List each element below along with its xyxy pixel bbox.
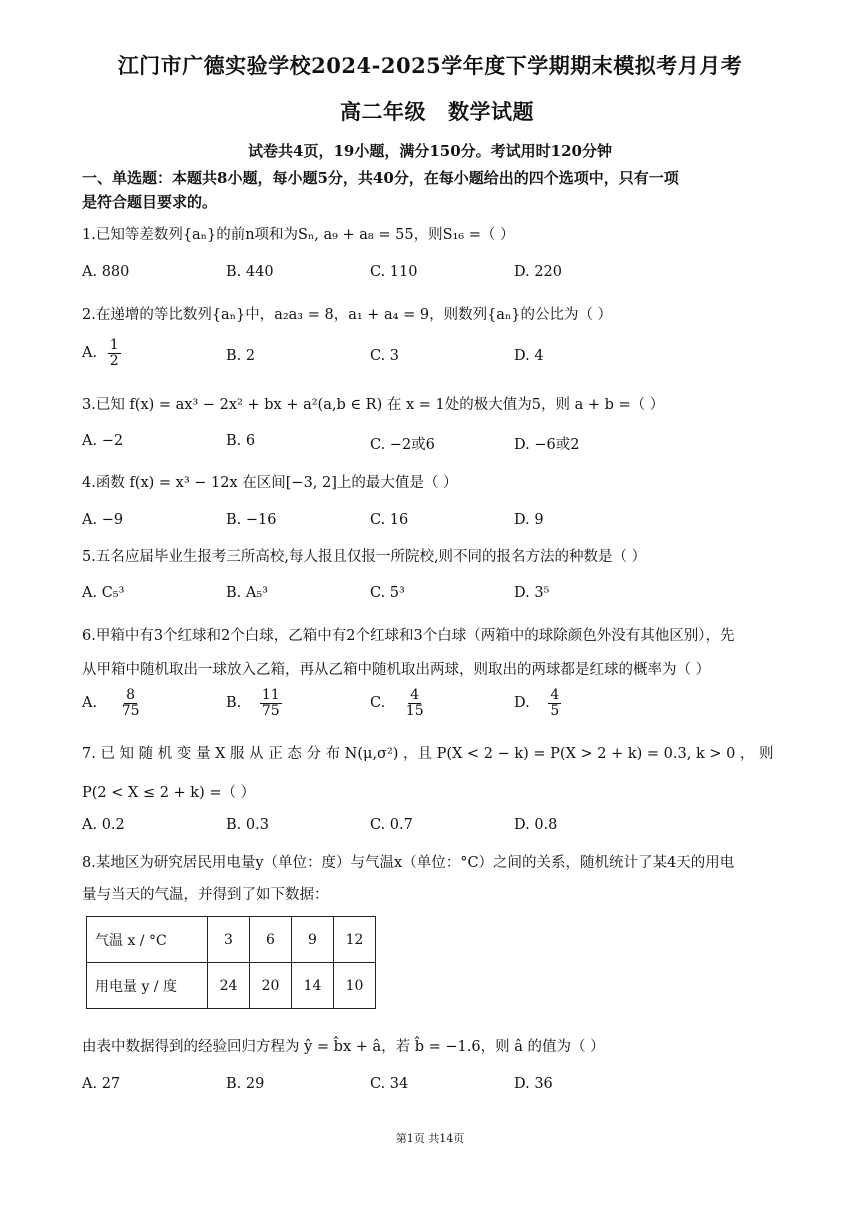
grade-label: 高二年级 <box>340 99 426 124</box>
question-5-option-b: B. A₅³ <box>226 585 268 601</box>
question-7-text-line1: 7. 已 知 随 机 变 量 X 服 从 正 态 分 布 N(μ,σ²) ，且 P(X < 2 − k) = P(X > 2 + k) = 0.3, k > 0 ， 则 <box>82 746 774 762</box>
question-4-option-b: B. −16 <box>226 512 277 528</box>
question-4-text: 4.函数 f(x) = x³ − 12x 在区间[−3, 2]上的最大值是（ ） <box>82 475 458 491</box>
question-3-text: 3.已知 f(x) = ax³ − 2x² + bx + a²(a,b ∈ R) 在 x = 1处的极大值为5，则 a + b =（ ） <box>82 397 665 413</box>
section-heading-line1: 一、单选题：本题共8小题，每小题5分，共40分，在每小题给出的四个选项中，只有一项 <box>82 169 679 187</box>
table-row <box>87 963 376 1009</box>
fraction-numerator: 8 <box>126 687 136 703</box>
fraction-denominator: 2 <box>109 352 119 369</box>
question-6-option-d <box>514 688 561 718</box>
question-8-text-line1: 8.某地区为研究居民用电量y（单位：度）与气温x（单位：°C）之间的关系，随机统计了某4天的用电 <box>82 855 735 871</box>
data-table <box>86 916 376 1009</box>
question-1-option-b: B. 440 <box>226 264 274 280</box>
question-7-option-a: A. 0.2 <box>82 817 125 833</box>
question-2-option-c: C. 3 <box>370 348 400 364</box>
question-5-option-d: D. 3⁵ <box>514 585 550 601</box>
question-1-text: 1.已知等差数列{aₙ}的前n项和为Sₙ, a₉ + a₈ = 55，则S₁₆ =（ ） <box>82 227 515 243</box>
question-3-option-b: B. 6 <box>226 433 256 449</box>
table-cell: 14 <box>292 963 334 1009</box>
fraction-numerator: 11 <box>261 687 280 703</box>
fraction <box>548 688 561 718</box>
question-3-option-d: D. −6或2 <box>514 437 580 453</box>
fraction-denominator: 75 <box>121 702 140 719</box>
fraction <box>260 688 282 718</box>
question-7-option-d: D. 0.8 <box>514 817 558 833</box>
question-2-option-a <box>82 338 121 368</box>
table-cell: 3 <box>208 917 250 963</box>
question-8-text-line3: 由表中数据得到的经验回归方程为 ŷ = b̂x + â，若 b̂ = −1.6，则 â 的值为（ ） <box>82 1039 605 1055</box>
fraction-numerator: 4 <box>410 687 420 703</box>
table-cell: 12 <box>334 917 376 963</box>
question-8-option-b: B. 29 <box>226 1076 265 1092</box>
question-6-text-line1: 6.甲箱中有3个红球和2个白球，乙箱中有2个红球和3个白球（两箱中的球除颜色外没有其他区别），先 <box>82 628 735 644</box>
question-3-option-a: A. −2 <box>82 433 124 449</box>
fraction-denominator: 75 <box>261 702 280 719</box>
question-3-option-c: C. −2或6 <box>370 437 435 453</box>
table-cell: 20 <box>250 963 292 1009</box>
table-cell: 24 <box>208 963 250 1009</box>
question-2-text: 2.在递增的等比数列{aₙ}中，a₂a₃ = 8，a₁ + a₄ = 9，则数列{aₙ}的公比为（ ） <box>82 307 613 323</box>
question-2-option-b: B. 2 <box>226 348 256 364</box>
fraction <box>404 688 426 718</box>
question-7-option-c: C. 0.7 <box>370 817 413 833</box>
question-4-option-a: A. −9 <box>82 512 124 528</box>
table-row <box>87 917 376 963</box>
option-label: A. <box>82 345 98 362</box>
question-5-text: 5.五名应届毕业生报考三所高校,每人报且仅报一所院校,则不同的报名方法的种数是（ ） <box>82 549 647 565</box>
exam-title: 江门市广德实验学校2024-2025学年度下学期期末模拟考月月考 <box>117 53 743 78</box>
option-label: C. <box>370 695 386 712</box>
table-row-header: 气温 x / °C <box>87 917 208 963</box>
question-7-text-line2: P(2 < X ≤ 2 + k) =（ ） <box>82 785 256 801</box>
question-4-option-c: C. 16 <box>370 512 409 528</box>
question-1-option-a: A. 880 <box>82 264 130 280</box>
exam-info: 试卷共4页，19小题，满分150分。考试用时120分钟 <box>248 142 612 160</box>
option-label: D. <box>514 695 530 712</box>
question-6-option-b <box>226 688 282 718</box>
fraction <box>108 338 121 368</box>
table-cell: 10 <box>334 963 376 1009</box>
question-2-option-d: D. 4 <box>514 348 544 364</box>
question-8-text-line2: 量与当天的气温，并得到了如下数据： <box>82 887 329 903</box>
table-cell: 9 <box>292 917 334 963</box>
page-footer: 第1页 共14页 <box>395 1132 465 1145</box>
fraction-denominator: 5 <box>550 702 560 719</box>
question-1-option-c: C. 110 <box>370 264 418 280</box>
question-8-option-d: D. 36 <box>514 1076 553 1092</box>
question-8-option-c: C. 34 <box>370 1076 409 1092</box>
question-7-option-b: B. 0.3 <box>226 817 269 833</box>
option-label: A. <box>82 695 98 712</box>
question-5-option-c: C. 5³ <box>370 585 405 601</box>
table-cell: 6 <box>250 917 292 963</box>
section-heading-line2: 是符合题目要求的。 <box>82 193 218 211</box>
question-6-option-c <box>370 688 426 718</box>
fraction <box>120 688 142 718</box>
question-5-option-a: A. C₅³ <box>82 585 125 601</box>
question-1-option-d: D. 220 <box>514 264 563 280</box>
fraction-denominator: 15 <box>405 702 424 719</box>
question-6-text-line2: 从甲箱中随机取出一球放入乙箱，再从乙箱中随机取出两球，则取出的两球都是红球的概率为（ ） <box>82 662 711 678</box>
question-6-option-a <box>82 688 142 718</box>
fraction-numerator: 1 <box>109 337 119 353</box>
option-label: B. <box>226 695 242 712</box>
subject-label: 数学试题 <box>448 99 534 124</box>
question-4-option-d: D. 9 <box>514 512 544 528</box>
question-8-option-a: A. 27 <box>82 1076 121 1092</box>
table-row-header: 用电量 y / 度 <box>87 963 208 1009</box>
fraction-numerator: 4 <box>550 687 560 703</box>
